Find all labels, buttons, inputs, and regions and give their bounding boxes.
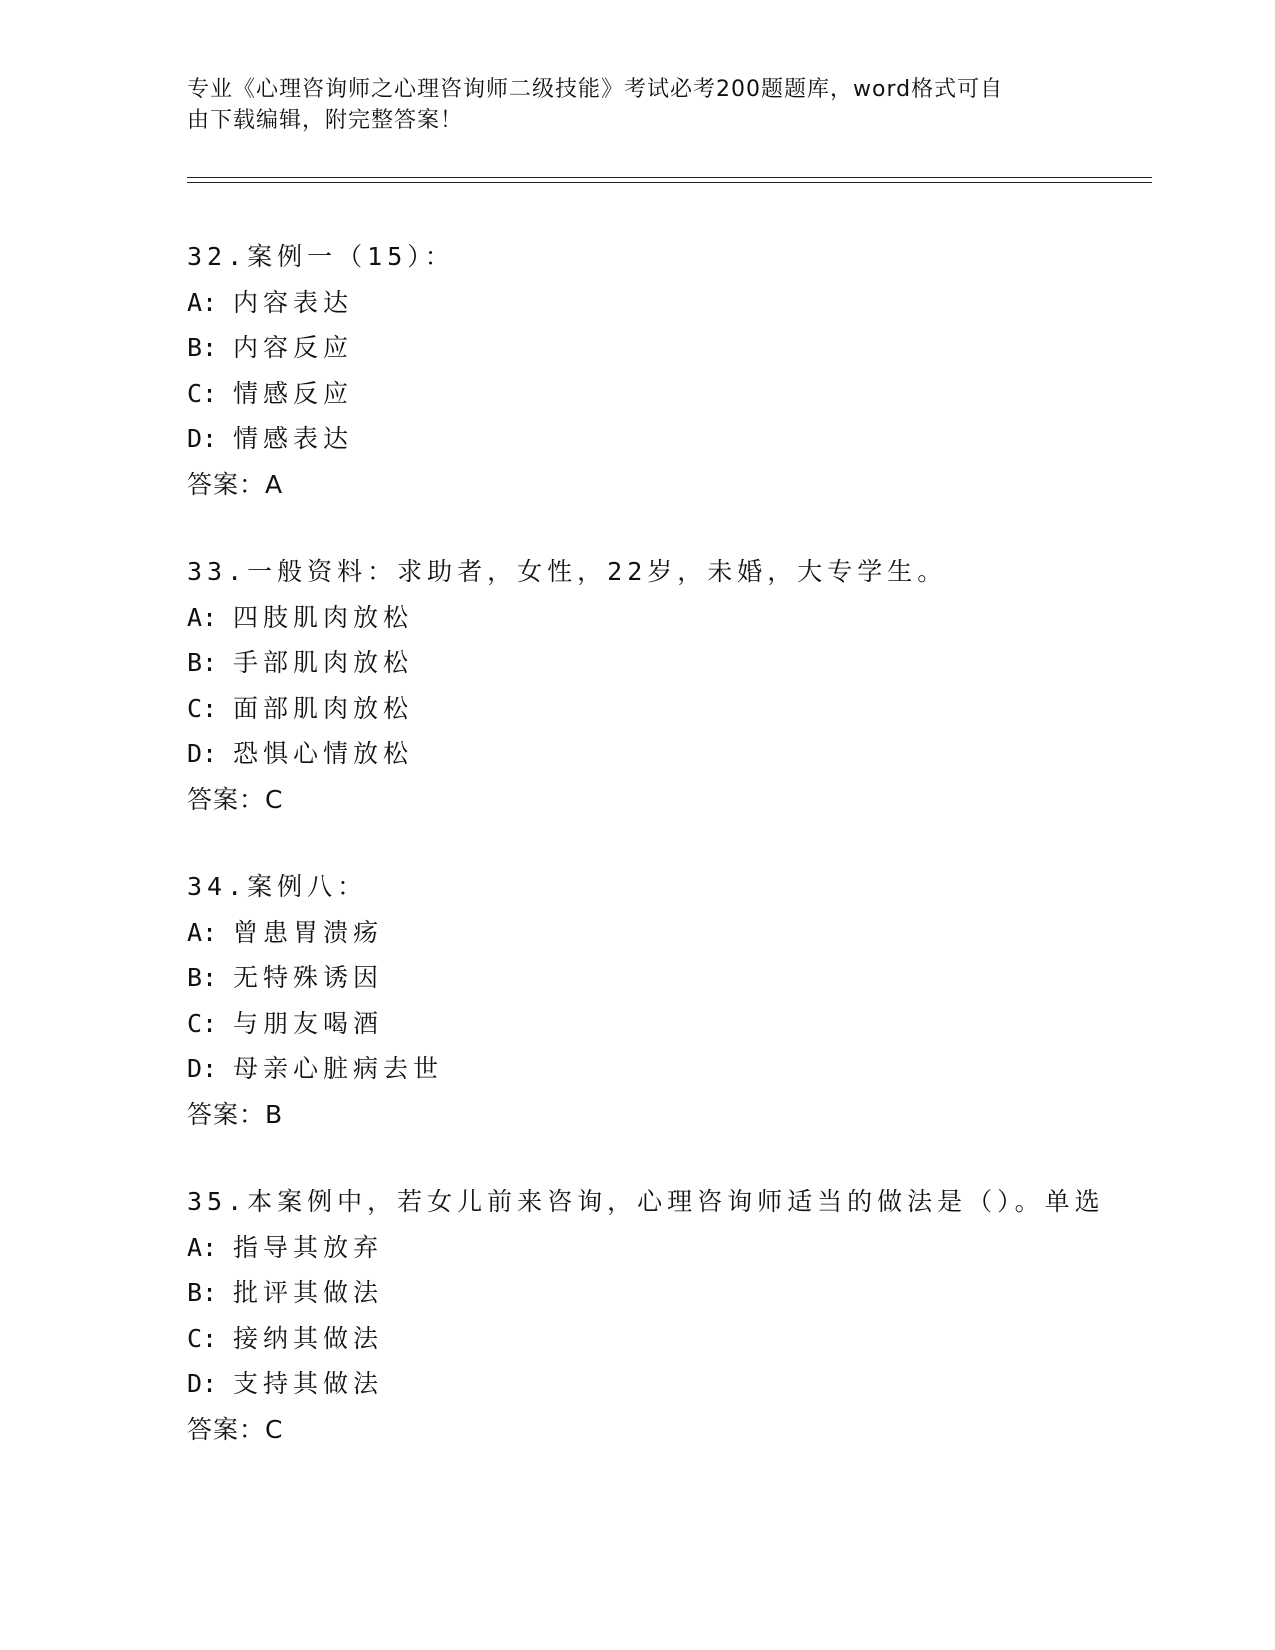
option-text: 情感表达 (233, 424, 354, 453)
question-title: 34.案例八： (187, 872, 368, 901)
option-text: 曾患胃溃疡 (233, 917, 384, 947)
option-letter: C: (187, 378, 218, 408)
option-text: 内容表达 (233, 287, 354, 317)
option-a (187, 280, 1187, 326)
answer-line (187, 1092, 1187, 1138)
option-letter: C: (187, 1008, 218, 1038)
option-letter: A: (187, 287, 218, 317)
document-header (187, 74, 1067, 136)
header-divider-bottom (187, 182, 1152, 183)
option-letter: A: (187, 1232, 218, 1262)
option-a (187, 595, 1187, 641)
option-d (187, 1046, 1187, 1092)
option-text: 支持其做法 (233, 1369, 384, 1398)
option-d (187, 731, 1187, 777)
option-letter: D: (187, 1054, 218, 1083)
question-35 (187, 1179, 1187, 1452)
header-divider-top (187, 177, 1152, 178)
question-34 (187, 864, 1187, 1137)
option-letter: D: (187, 1369, 218, 1398)
option-a (187, 1225, 1187, 1271)
option-letter: B: (187, 333, 218, 362)
answer-label: 答案： (187, 1099, 266, 1129)
option-c (187, 686, 1187, 732)
question-32 (187, 234, 1187, 507)
option-a (187, 910, 1187, 956)
answer-line (187, 462, 1187, 508)
header-line-2: 由下载编辑，附完整答案！ (187, 108, 464, 133)
option-letter: D: (187, 739, 218, 768)
option-d (187, 416, 1187, 462)
question-title: 32.案例一（15）： (187, 242, 455, 271)
option-c (187, 1001, 1187, 1047)
answer-label: 答案： (187, 784, 266, 814)
option-letter: A: (187, 917, 218, 947)
option-letter: B: (187, 963, 218, 992)
question-33 (187, 549, 1187, 822)
answer-label: 答案： (187, 1414, 266, 1444)
answer-line (187, 1407, 1187, 1453)
option-letter: C: (187, 1323, 218, 1353)
option-text: 四肢肌肉放松 (233, 602, 414, 632)
option-letter: B: (187, 648, 218, 677)
option-b (187, 325, 1187, 371)
option-text: 恐惧心情放松 (233, 739, 414, 768)
option-letter: B: (187, 1278, 218, 1307)
question-title: 35.本案例中，若女儿前来咨询，心理咨询师适当的做法是（）。单选 (187, 1187, 1105, 1216)
option-text: 内容反应 (233, 333, 354, 362)
option-text: 面部肌肉放松 (233, 693, 414, 723)
option-text: 母亲心脏病去世 (233, 1054, 444, 1083)
answer-value: C (265, 1414, 283, 1444)
option-letter: A: (187, 602, 218, 632)
option-b (187, 1270, 1187, 1316)
answer-value: A (265, 469, 283, 499)
option-c (187, 371, 1187, 417)
option-b (187, 640, 1187, 686)
answer-value: C (265, 784, 283, 814)
answer-label: 答案： (187, 469, 266, 499)
option-text: 无特殊诱因 (233, 963, 384, 992)
option-text: 接纳其做法 (233, 1323, 384, 1353)
answer-line (187, 777, 1187, 823)
question-title: 33.一般资料：求助者，女性，22岁，未婚，大专学生。 (187, 557, 948, 586)
option-text: 手部肌肉放松 (233, 648, 414, 677)
option-text: 指导其放弃 (233, 1232, 384, 1262)
option-d (187, 1361, 1187, 1407)
answer-value: B (265, 1099, 283, 1129)
option-letter: C: (187, 693, 218, 723)
option-b (187, 955, 1187, 1001)
option-text: 批评其做法 (233, 1278, 384, 1307)
option-letter: D: (187, 424, 218, 453)
option-text: 情感反应 (233, 378, 354, 408)
option-text: 与朋友喝酒 (233, 1008, 384, 1038)
header-line-1: 专业《心理咨询师之心理咨询师二级技能》考试必考200题题库，word格式可自 (187, 77, 1004, 102)
option-c (187, 1316, 1187, 1362)
